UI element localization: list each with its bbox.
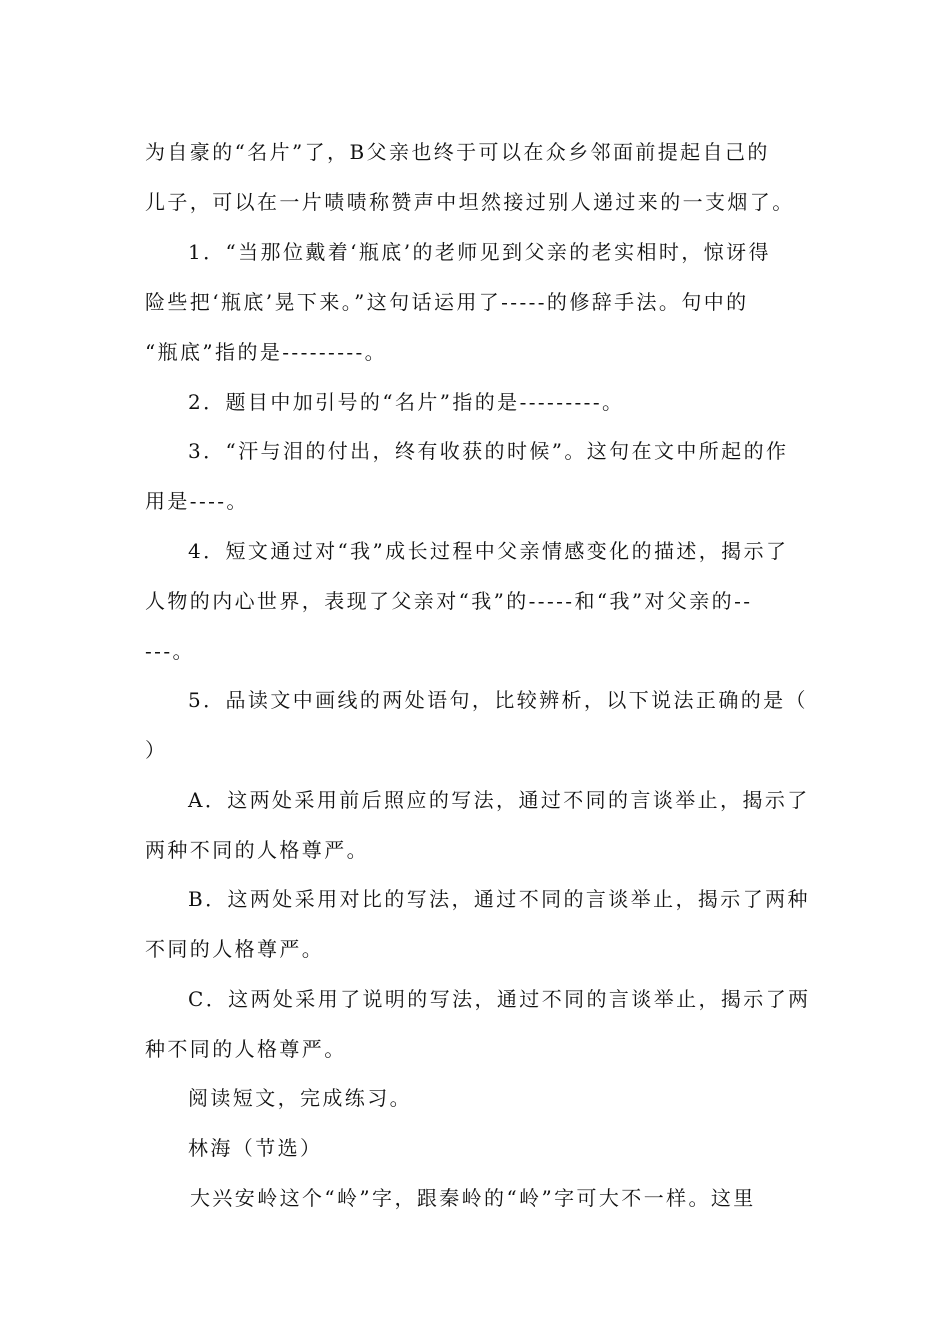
question-5-line: ）	[145, 738, 168, 762]
option-b-line: B．这两处采用对比的写法，通过不同的言谈举止，揭示了两种	[188, 887, 810, 911]
question-2-line: 2．题目中加引号的“名片”指的是---------。	[188, 390, 625, 414]
option-c-line: 种不同的人格尊严。	[145, 1037, 347, 1061]
passage-line: 大兴安岭这个“岭”字，跟秦岭的“岭”字可大不一样。这里	[190, 1186, 756, 1210]
text-line: 儿子，可以在一片啧啧称赞声中坦然接过别人递过来的一支烟了。	[145, 190, 795, 214]
question-1-line: 险些把‘瓶底’晃下来。”这句话运用了-----的修辞手法。句中的	[145, 290, 749, 314]
question-3-line: 3．“汗与泪的付出，终有收获的时候”。这句在文中所起的作	[188, 439, 789, 463]
passage-title: 林海（节选）	[188, 1136, 323, 1160]
instruction-line: 阅读短文，完成练习。	[188, 1086, 412, 1110]
text-line: 为自豪的“名片”了，B父亲也终于可以在众乡邻面前提起自己的	[145, 140, 770, 164]
question-1-line: 1．“当那位戴着‘瓶底’的老师见到父亲的老实相时，惊讶得	[188, 240, 771, 264]
question-4-line: ---。	[145, 639, 195, 663]
question-4-line: 4．短文通过对“我”成长过程中父亲情感变化的描述，揭示了	[188, 539, 789, 563]
option-a-line: 两种不同的人格尊严。	[145, 838, 369, 862]
option-a-line: A．这两处采用前后照应的写法，通过不同的言谈举止，揭示了	[188, 788, 810, 812]
option-b-line: 不同的人格尊严。	[145, 937, 325, 961]
question-4-line: 人物的内心世界，表现了父亲对“我”的-----和“我”对父亲的--	[145, 589, 753, 613]
option-c-line: C．这两处采用了说明的写法，通过不同的言谈举止，揭示了两	[188, 987, 811, 1011]
question-1-line: “瓶底”指的是---------。	[145, 340, 388, 364]
question-3-line: 用是----。	[145, 489, 249, 513]
question-5-line: 5．品读文中画线的两处语句，比较辨析，以下说法正确的是（	[188, 688, 808, 712]
